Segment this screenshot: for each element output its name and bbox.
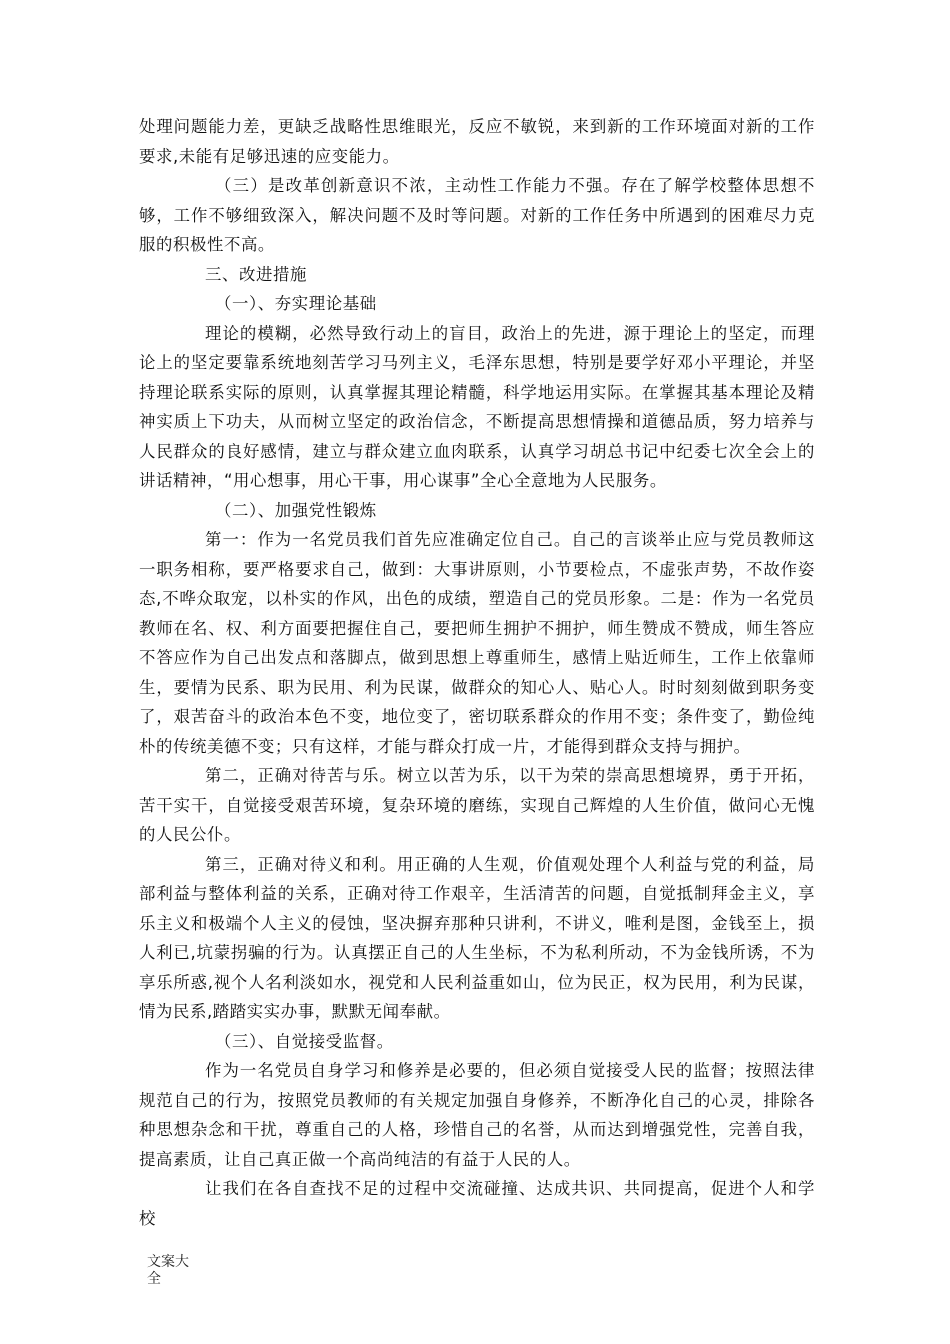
paragraph-third: 第三，正确对待义和利。用正确的人生观，价值观处理个人利益与党的利益，局部利益与整体利益的关系，正确对待工作艰辛，生活清苦的问题，自觉抵制拜金主义，享乐主义和极端个人主义的侵蚀，坚决摒弃那种只讲利，不讲义，唯利是图，金钱至上，损人利已,坑蒙拐骗的行为。认真摆正自己的人生坐标，不为私利所动，不为金钱所诱，不为享乐所惑,视个人名利淡如水，视党和人民利益重如山，位为民正，权为民用，利为民谋，情为民系,踏踏实实办事，默默无闻奉献。 bbox=[139, 854, 815, 1021]
paragraph-second: 第二，正确对待苦与乐。树立以苦为乐，以干为荣的崇高思想境界，勇于开拓，苦干实干，自觉接受艰苦环境，复杂环境的磨练，实现自己辉煌的人生价值，做问心无愧的人民公仆。 bbox=[139, 766, 815, 844]
paragraph-continuation: 处理问题能力差，更缺乏战略性思维眼光，反应不敏锐，来到新的工作环境面对新的工作要求,未能有足够迅速的应变能力。 bbox=[139, 117, 815, 166]
page-footer bbox=[147, 1254, 195, 1288]
paragraph-supervision: 作为一名党员自身学习和修养是必要的，但必须自觉接受人民的监督；按照法律规范自己的行为，按照党员教师的有关规定加强自身修养，不断净化自己的心灵，排除各种思想杂念和干扰，尊重自己的人格，珍惜自己的名誉，从而达到增强党性，完善自我，提高素质，让自己真正做一个高尚纯洁的有益于人民的人。 bbox=[139, 1061, 815, 1169]
paragraph-closing: 让我们在各自查找不足的过程中交流碰撞、达成共识、共同提高，促进个人和学校 bbox=[139, 1179, 815, 1228]
section-heading-improvements: 三、改进措施 bbox=[205, 264, 307, 284]
subheading-supervision: （三）、自觉接受监督。 bbox=[215, 1031, 394, 1051]
paragraph-first: 第一：作为一名党员我们首先应准确定位自己。自己的言谈举止应与党员教师这一职务相称，要严格要求自己，做到：大事讲原则，小节要检点，不虚张声势，不故作姿态,不哗众取宠，以朴实的作风，出色的成绩，塑造自己的党员形象。二是：作为一名党员教师在名、权、利方面要把握住自己，要把师生拥护不拥护，师生赞成不赞成，师生答应不答应作为自己出发点和落脚点，做到思想上尊重师生，感情上贴近师生，工作上依靠师生，要情为民系、职为民用、利为民谋，做群众的知心人、贴心人。时时刻刻做到职务变了，艰苦奋斗的政治本色不变，地位变了，密切联系群众的作用不变；条件变了，勤俭纯朴的传统美德不变；只有这样，才能与群众打成一片，才能得到群众支持与拥护。 bbox=[139, 530, 815, 756]
footer-line-2: 全 bbox=[147, 1271, 161, 1287]
document-body bbox=[139, 112, 815, 1233]
subheading-theory: （一）、夯实理论基础 bbox=[215, 294, 377, 313]
subheading-party-spirit: （二）、加强党性锻炼 bbox=[215, 500, 377, 520]
footer-line-1: 文案大 bbox=[147, 1254, 189, 1270]
paragraph-issue-three: （三）是改革创新意识不浓，主动性工作能力不强。存在了解学校整体思想不够，工作不够细致深入，解决问题不及时等问题。对新的工作任务中所遇到的困难尽力克服的积极性不高。 bbox=[139, 176, 815, 254]
paragraph-theory: 理论的模糊，必然导致行动上的盲目，政治上的先进，源于理论上的坚定，而理论上的坚定要靠系统地刻苦学习马列主义，毛泽东思想，特别是要学好邓小平理论，并坚持理论联系实际的原则，认真掌握其理论精髓，科学地运用实际。在掌握其基本理论及精神实质上下功夫，从而树立坚定的政治信念，不断提高思想情操和道德品质，努力培养与人民群众的良好感情，建立与群众建立血肉联系，认真学习胡总书记中纪委七次全会上的讲话精神，“用心想事，用心干事，用心谋事”全心全意地为人民服务。 bbox=[139, 323, 815, 490]
